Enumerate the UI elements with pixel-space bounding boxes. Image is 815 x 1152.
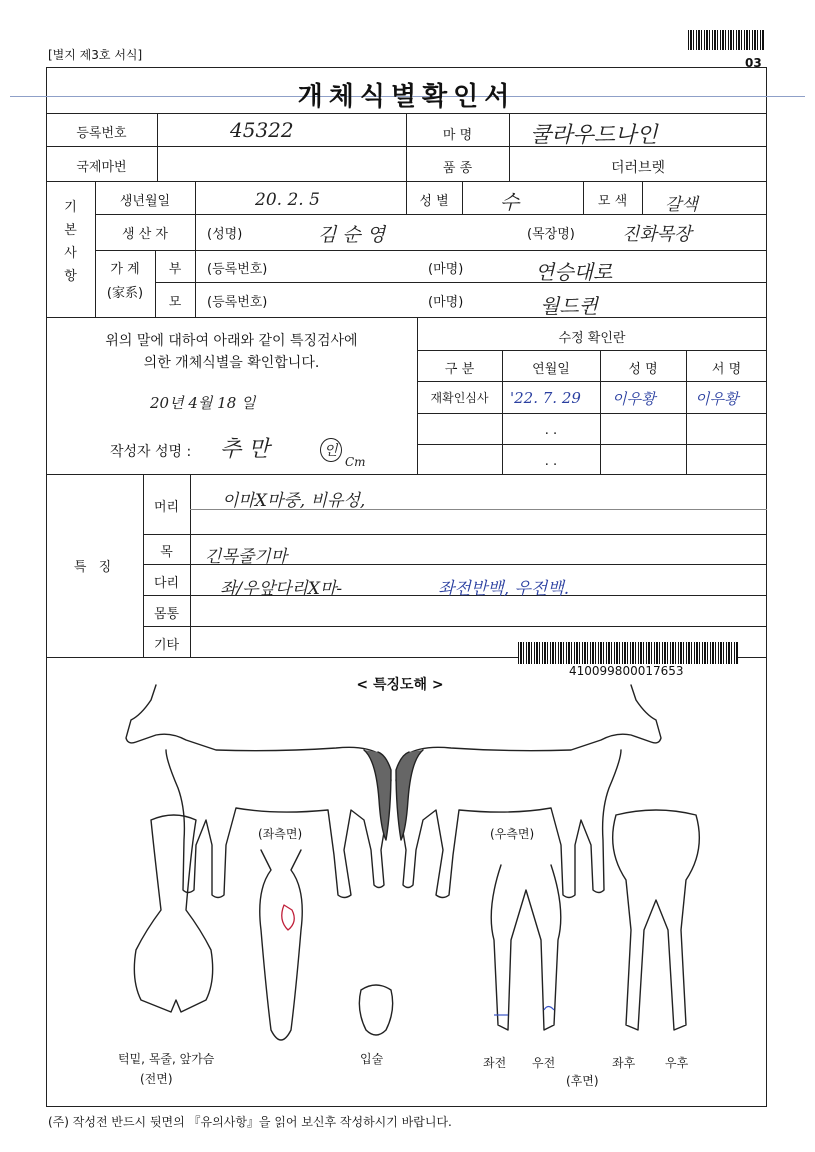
seal-stamp: 인 bbox=[320, 438, 342, 462]
breed-label: 품 종 bbox=[442, 161, 473, 176]
author-signature: Cm bbox=[345, 455, 366, 469]
sex-value: 수 bbox=[500, 190, 520, 214]
front-view-paren: (전면) bbox=[140, 1072, 173, 1086]
muzzle-label: 입술 bbox=[360, 1052, 384, 1066]
features-label: 특 징 bbox=[73, 560, 116, 575]
amend-row-date: '22. 7. 29 bbox=[510, 389, 581, 407]
head-value: 이마X마중, 비유성, bbox=[222, 491, 366, 511]
amend-row-name: 이우황 bbox=[612, 390, 656, 408]
color-label: 모 색 bbox=[597, 194, 628, 209]
front-view-label: 턱밑, 목줄, 앞가슴 bbox=[118, 1052, 215, 1066]
right-rear-label: 우후 bbox=[665, 1056, 689, 1070]
confirm-statement-1: 위의 말에 대하여 아래와 같이 특징검사에 bbox=[105, 333, 358, 349]
amend-row-type: 재확인심사 bbox=[430, 391, 489, 405]
sire-label: 부 bbox=[168, 262, 182, 277]
bottom-barcode bbox=[518, 642, 738, 664]
author-value: 추 만 bbox=[220, 437, 270, 462]
left-front-label: 좌전 bbox=[483, 1056, 507, 1070]
left-rear-label: 좌후 bbox=[612, 1056, 636, 1070]
breeder-label: 생 산 자 bbox=[122, 227, 168, 242]
left-side-label: (좌측면) bbox=[258, 827, 303, 841]
amend-row-date: . . bbox=[544, 454, 558, 469]
diagram-title: < 특징도해 > bbox=[356, 677, 444, 693]
farm-paren: (목장명) bbox=[527, 227, 575, 242]
amend-row-sign: 이우황 bbox=[695, 390, 739, 408]
neck-value: 긴목줄기마 bbox=[205, 547, 288, 567]
amend-col-date: 연월일 bbox=[532, 362, 570, 377]
amend-col-name: 성 명 bbox=[628, 362, 658, 377]
dam-horse-paren: (마명) bbox=[428, 295, 464, 310]
form-label: [별지 제3호 서식] bbox=[48, 48, 143, 62]
reg-no-value: 45322 bbox=[230, 118, 294, 142]
amend-col-sign: 서 명 bbox=[711, 362, 742, 377]
footnote: (주) 작성전 반드시 뒷면의 『유의사항』을 읽어 보신후 작성하시기 바랍니다. bbox=[48, 1115, 452, 1129]
legs-value-2: 좌전반백, 우전백. bbox=[438, 579, 570, 599]
barcode-number: 410099800017653 bbox=[566, 664, 687, 678]
sire-reg-paren: (등록번호) bbox=[207, 262, 268, 277]
birth-value: 20. 2. 5 bbox=[255, 190, 320, 210]
horse-name-value: 쿨라우드나인 bbox=[530, 123, 658, 148]
sex-label: 성 별 bbox=[419, 194, 449, 209]
pedigree-label-hanja: (家系) bbox=[106, 286, 144, 301]
top-barcode bbox=[688, 30, 764, 50]
rear-view-paren: (후면) bbox=[566, 1074, 599, 1088]
reg-no-label: 등록번호 bbox=[76, 126, 127, 141]
sire-horse-paren: (마명) bbox=[428, 262, 464, 277]
neck-label: 목 bbox=[160, 545, 173, 560]
breed-value: 더러브렛 bbox=[610, 160, 666, 176]
amend-title: 수정 확인란 bbox=[558, 331, 626, 346]
amend-col-type: 구 분 bbox=[444, 362, 475, 377]
dam-value: 월드퀸 bbox=[540, 294, 598, 318]
birth-label: 생년월일 bbox=[119, 194, 171, 209]
confirm-date: 20년 4월 18 일 bbox=[150, 394, 256, 412]
dam-reg-paren: (등록번호) bbox=[207, 295, 268, 310]
page-code: 03 bbox=[745, 56, 762, 70]
head-label: 머리 bbox=[153, 500, 180, 515]
basic-section-label: 기 본 사 항 bbox=[64, 200, 77, 284]
confirm-statement-2: 의한 개체식별을 확인합니다. bbox=[143, 355, 320, 371]
color-value: 갈색 bbox=[665, 195, 698, 215]
farm-value: 진화목장 bbox=[622, 224, 692, 245]
intl-no-label: 국제마번 bbox=[76, 160, 127, 175]
body-label: 몸통 bbox=[153, 607, 180, 622]
breeder-name-paren: (성명) bbox=[207, 227, 243, 242]
legs-value-1: 좌/우앞다리X마- bbox=[220, 579, 343, 599]
legs-label: 다리 bbox=[153, 576, 180, 591]
horse-name-label: 마 명 bbox=[442, 128, 473, 143]
document-title: 개체식별확인서 bbox=[297, 82, 516, 112]
breeder-value: 김 순 영 bbox=[318, 224, 386, 246]
author-label: 작성자 성명 : bbox=[110, 444, 192, 460]
pedigree-label: 가 계 bbox=[110, 262, 140, 277]
amend-row-date: . . bbox=[544, 423, 558, 438]
dam-label: 모 bbox=[168, 295, 182, 310]
horse-diagram bbox=[46, 680, 767, 1100]
right-side-label: (우측면) bbox=[490, 827, 535, 841]
other-label: 기타 bbox=[153, 638, 180, 653]
right-front-label: 우전 bbox=[532, 1056, 556, 1070]
sire-value: 연승대로 bbox=[535, 260, 613, 284]
